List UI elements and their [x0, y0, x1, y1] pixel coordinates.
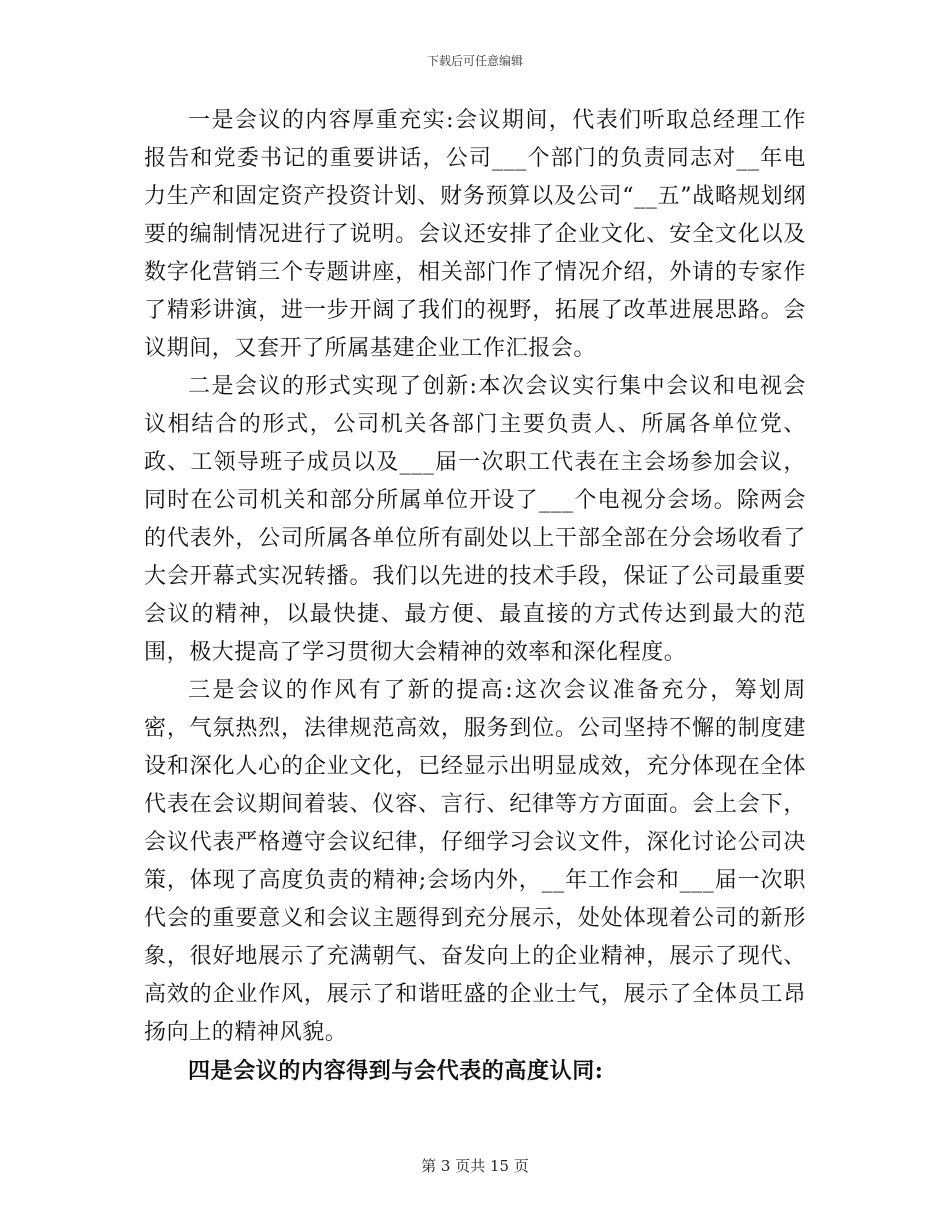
paragraph-2: 二是会议的形式实现了创新:本次会议实行集中会议和电视会议相结合的形式，公司机关各部门主要负责人、所属各单位党、政、工领导班子成员以及___届一次职工代表在主会场参加会议，同时在公司机关和部分所属单位开设了___个电视分会场。除两会的代表外，公司所属各单位所有副处以上干部全部在分会场收看了大会开幕式实况转播。我们以先进的技术手段，保证了公司最重要会议的精神，以最快捷、最方便、最直接的方式传达到最大的范围，极大提高了学习贯彻大会精神的效率和深化程度。	[144, 374, 806, 665]
page-footer: 第 3 页共 15 页	[421, 1157, 529, 1175]
paragraph-4-heading: 四是会议的内容得到与会代表的高度认同:	[188, 1058, 604, 1084]
document-body	[144, 102, 806, 1090]
paragraph-1: 一是会议的内容厚重充实:会议期间，代表们听取总经理工作报告和党委书记的重要讲话，公司___个部门的负责同志对__年电力生产和固定资产投资计划、财务预算以及公司“__五”战略规划纲要的编制情况进行了说明。会议还安排了企业文化、安全文化以及数字化营销三个专题讲座，相关部门作了情况介绍，外请的专家作了精彩讲演，进一步开阔了我们的视野，拓展了改革进展思路。会议期间，又套开了所属基建企业工作汇报会。	[144, 108, 806, 361]
paragraph-3: 三是会议的作风有了新的提高:这次会议准备充分，筹划周密，气氛热烈，法律规范高效，服务到位。公司坚持不懈的制度建设和深化人心的企业文化，已经显示出明显成效，充分体现在全体代表在会议期间着装、仪容、言行、纪律等方方面面。会上会下，会议代表严格遵守会议纪律，仔细学习会议文件，深化讨论公司决策，体现了高度负责的精神;会场内外，__年工作会和___届一次职代会的重要意义和会议主题得到充分展示，处处体现着公司的新形象，很好地展示了充满朝气、奋发向上的企业精神，展示了现代、高效的企业作风，展示了和谐旺盛的企业士气，展示了全体员工昂扬向上的精神风貌。	[144, 678, 806, 1045]
page-header: 下载后可任意编辑	[426, 54, 523, 68]
